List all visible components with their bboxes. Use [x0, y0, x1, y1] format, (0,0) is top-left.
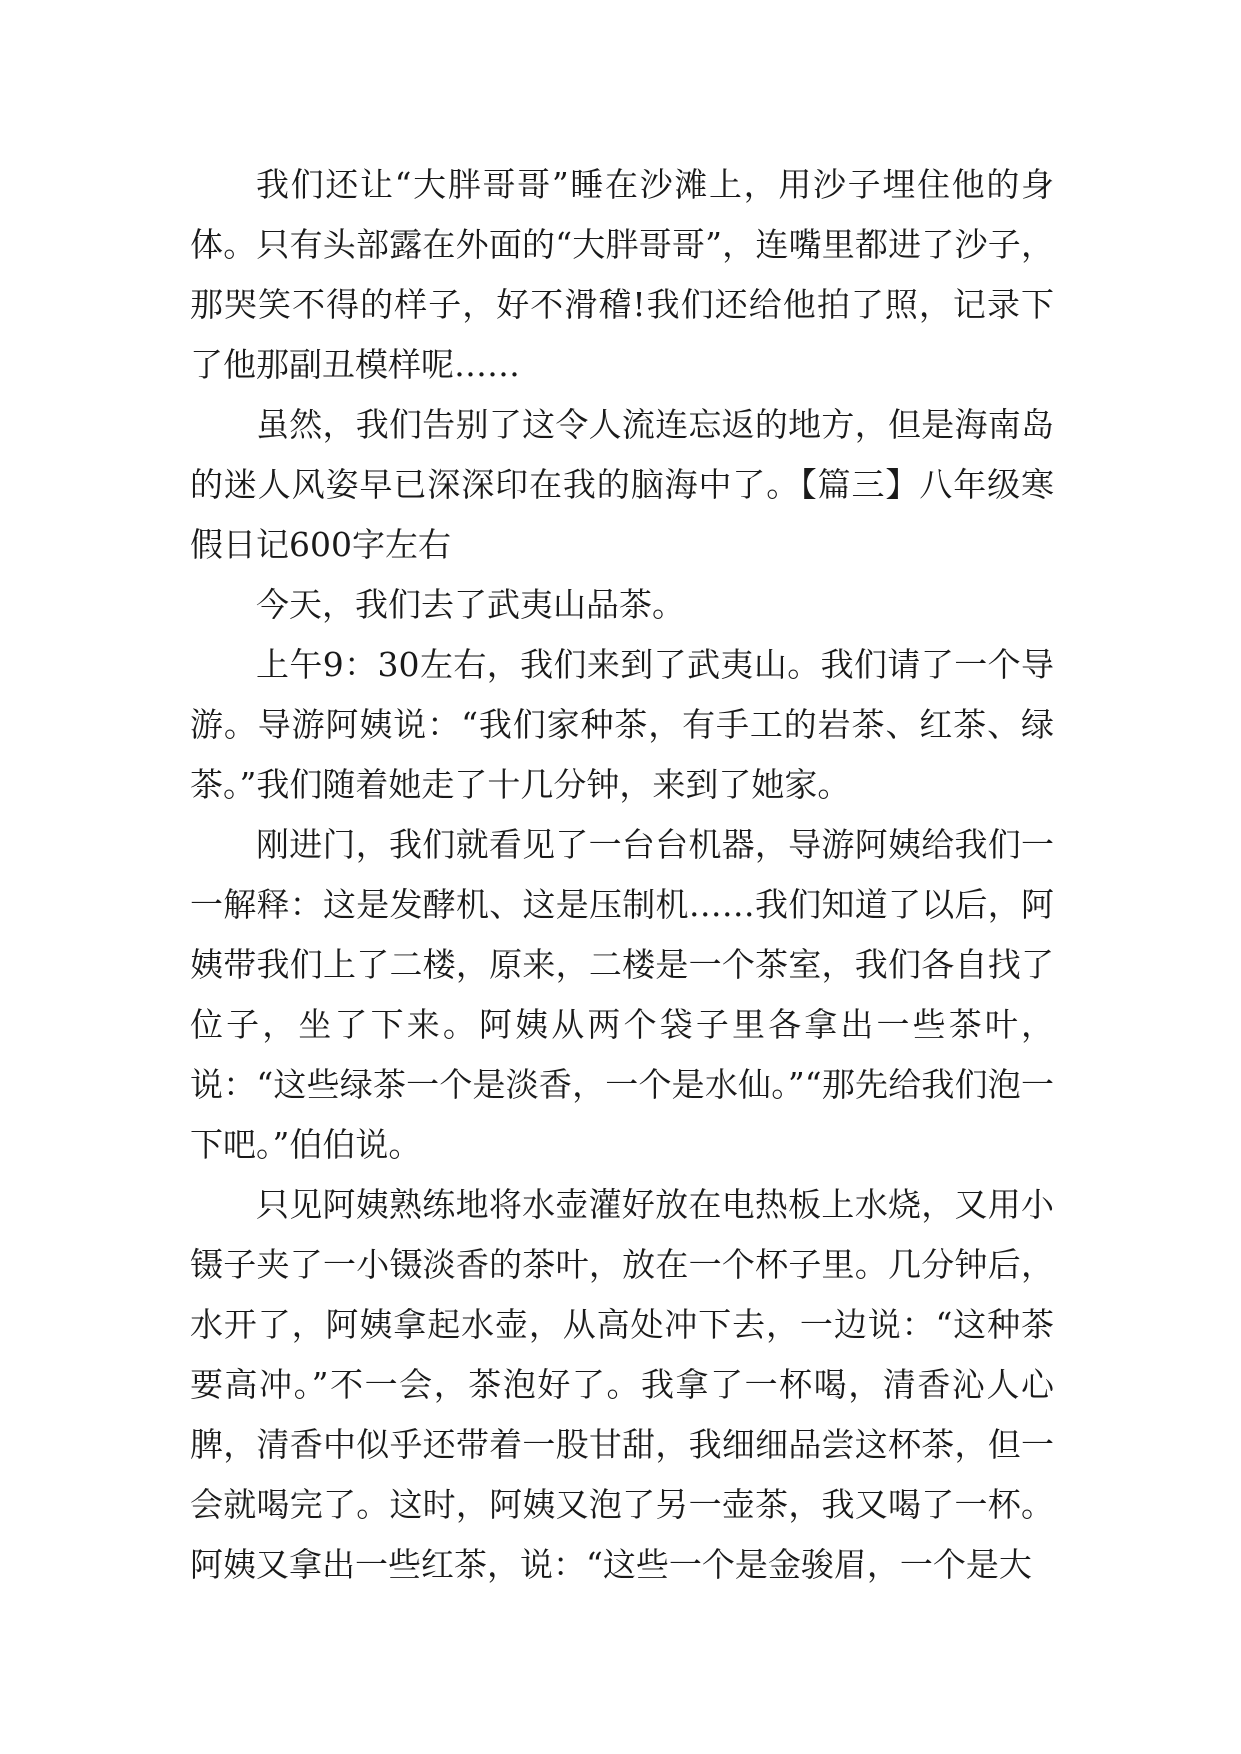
paragraph-wuyi-tea-intro: 今天，我们去了武夷山品茶。	[256, 585, 685, 624]
paragraph-tea-machines: 刚进门，我们就看见了一台台机器，导游阿姨给我们一一解释：这是发酵机、这是压制机……我们知道了以后，阿姨带我们上了二楼，原来，二楼是一个茶室，我们各自找了位子，坐了下来。阿姨从两个袋子里各拿出一些茶叶，说：“这些绿茶一个是淡香，一个是水仙。”“那先给我们泡一下吧。”伯伯说。	[190, 825, 1054, 1164]
paragraph-brewing-tea: 只见阿姨熟练地将水壶灌好放在电热板上水烧，又用小镊子夹了一小镊淡香的茶叶，放在一个杯子里。几分钟后，水开了，阿姨拿起水壶，从高处冲下去，一边说：“这种茶要高冲。”不一会，茶泡好了。我拿了一杯喝，清香沁人心脾，清香中似乎还带着一股甘甜，我细细品尝这杯茶，但一会就喝完了。这时，阿姨又泡了另一壶茶，我又喝了一杯。阿姨又拿出一些红茶，说：“这些一个是金骏眉，一个是大	[190, 1185, 1054, 1584]
paragraph-sand-burial: 我们还让“大胖哥哥”睡在沙滩上，用沙子埋住他的身体。只有头部露在外面的“大胖哥哥”，连嘴里都进了沙子，那哭笑不得的样子，好不滑稽!我们还给他拍了照，记录下了他那副丑模样呢……	[190, 165, 1054, 384]
document-body	[190, 155, 1054, 1595]
paragraph-farewell-hainan: 虽然，我们告别了这令人流连忘返的地方，但是海南岛的迷人风姿早已深深印在我的脑海中了。【篇三】八年级寒假日记600字左右	[190, 405, 1054, 564]
paragraph-arrival-wuyi: 上午9：30左右，我们来到了武夷山。我们请了一个导游。导游阿姨说：“我们家种茶，有手工的岩茶、红茶、绿茶。”我们随着她走了十几分钟，来到了她家。	[190, 645, 1054, 804]
